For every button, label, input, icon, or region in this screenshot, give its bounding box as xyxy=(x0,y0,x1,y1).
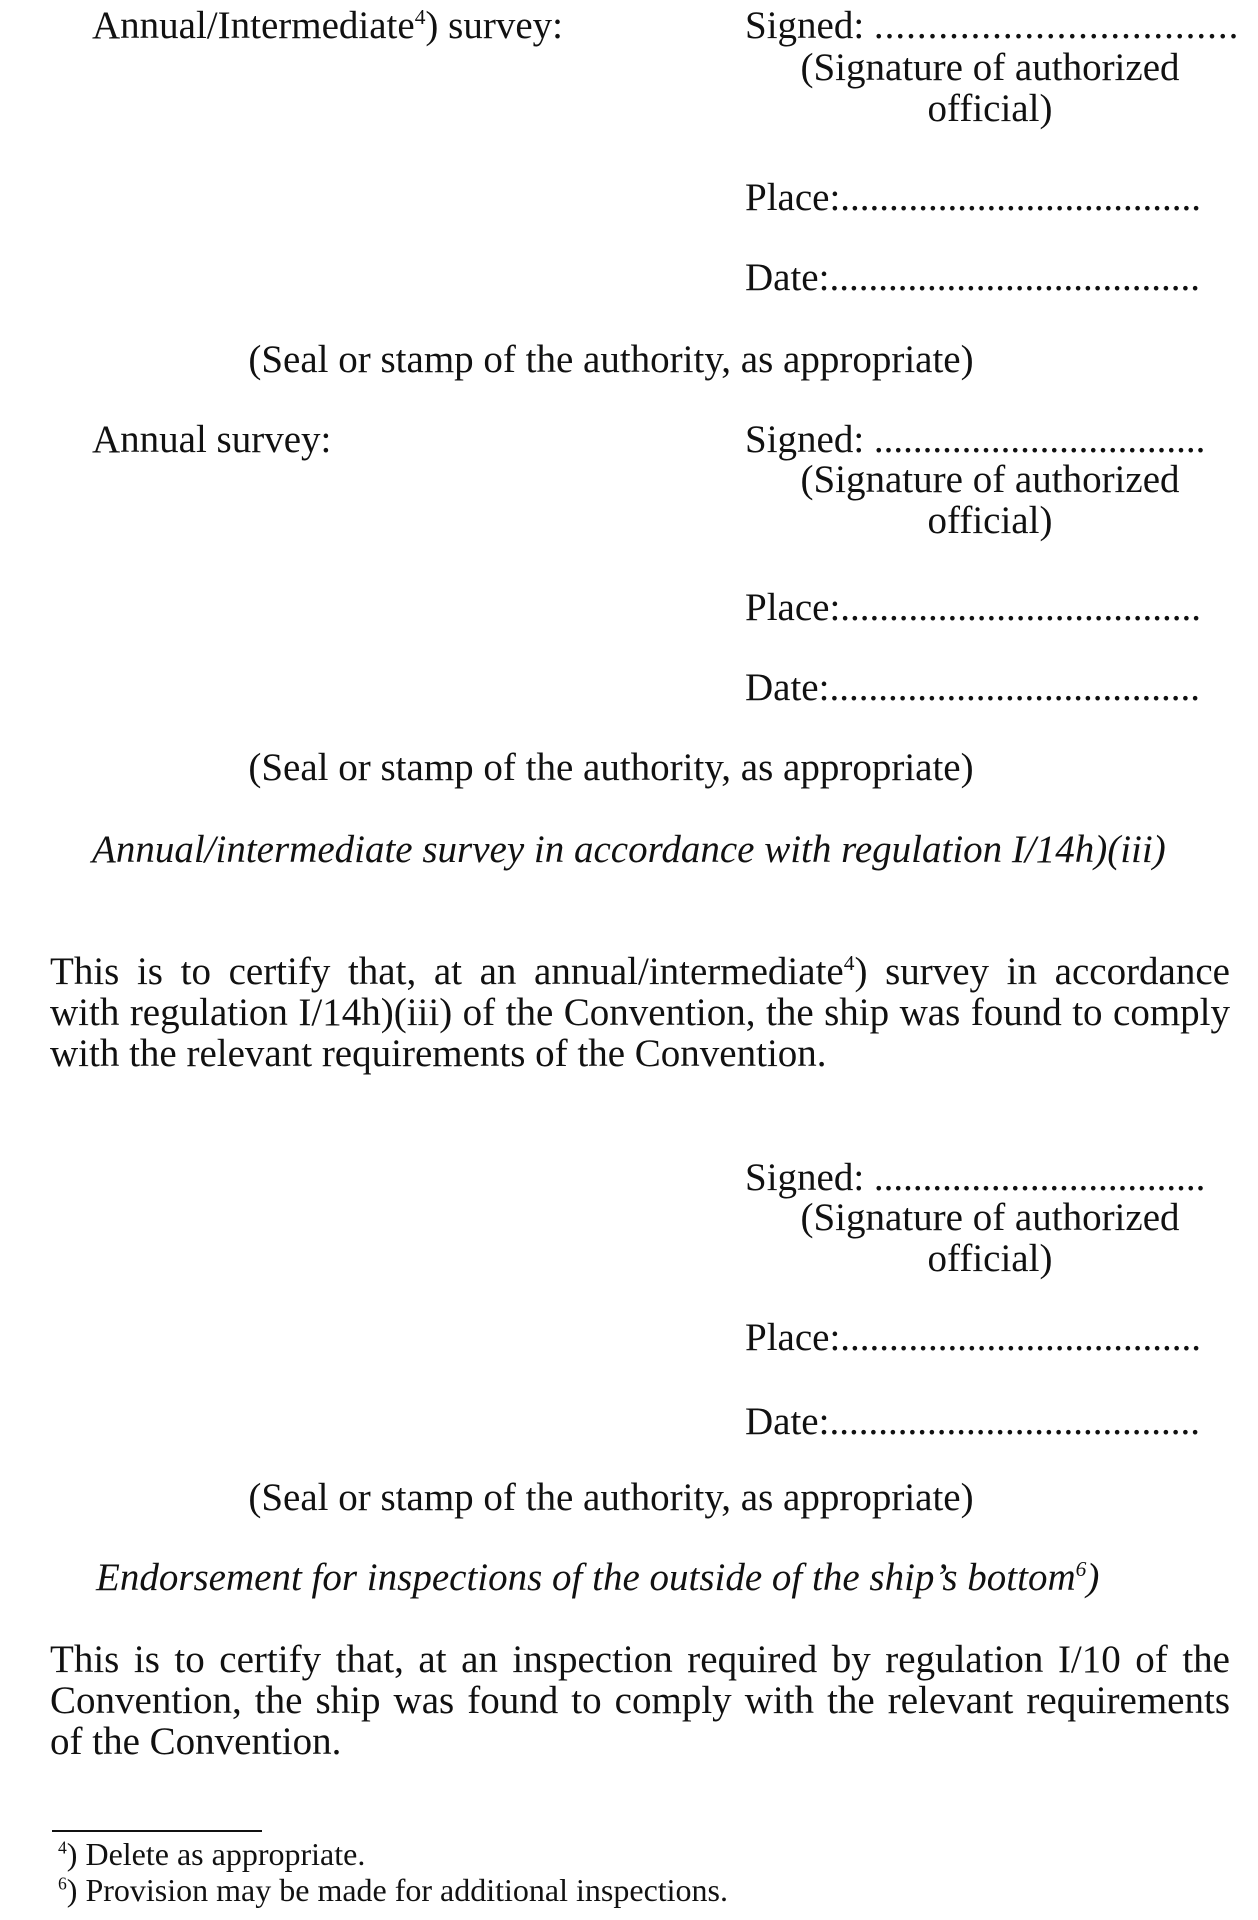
signed-dotted-field: .................................. xyxy=(873,4,1240,47)
paragraph-text: This is to certify that, at an annual/intermediate xyxy=(50,950,844,993)
label-text: Annual/Intermediate xyxy=(92,4,415,47)
footnote-ref: 4 xyxy=(843,951,855,976)
date-label: Date: xyxy=(745,256,830,299)
footnote-mark: 6 xyxy=(58,1873,67,1894)
signature-block-1 xyxy=(745,6,1239,47)
signed-label: Signed: xyxy=(745,1156,865,1199)
signature-caption-line-1: (Signature of authorized xyxy=(800,46,1180,89)
date-line xyxy=(745,1402,1200,1443)
signature-caption-line-1: (Signature of authorized xyxy=(800,458,1180,501)
footnote-text: ) Delete as appropriate. xyxy=(66,1836,366,1872)
signature-caption-line-2: official) xyxy=(927,86,1053,130)
signed-label: Signed: xyxy=(745,418,865,461)
label-text-tail: ) survey: xyxy=(425,4,563,47)
place-line xyxy=(745,588,1201,629)
place-label: Place: xyxy=(745,1316,841,1359)
signature-caption-line-2: official) xyxy=(927,1236,1053,1280)
signed-dotted-field: .................................. xyxy=(873,418,1206,461)
place-dotted-field: ..................................... xyxy=(840,1316,1202,1359)
heading-text: Endorsement for inspections of the outside of the ship’s bottom xyxy=(96,1556,1076,1599)
date-dotted-field: ...................................... xyxy=(829,256,1200,299)
certification-paragraph xyxy=(50,952,1230,1075)
section-heading-endorsement xyxy=(96,1558,1099,1599)
heading-text-tail: ) xyxy=(1086,1556,1100,1599)
date-label: Date: xyxy=(745,666,830,709)
date-line xyxy=(745,668,1200,709)
footnote-mark: 4 xyxy=(58,1837,67,1858)
date-line xyxy=(745,258,1200,299)
seal-note: (Seal or stamp of the authority, as appropriate) xyxy=(248,338,974,381)
endorsement-paragraph: This is to certify that, at an inspection required by regulation I/10 of the Convention, the ship was found to comply with the relevant requirements of the Convention. xyxy=(50,1638,1230,1763)
annual-intermediate-survey-label xyxy=(92,6,563,47)
section-heading-annual-intermediate: Annual/intermediate survey in accordance with regulation I/14h)(iii) xyxy=(92,828,1166,871)
signature-block-2 xyxy=(745,420,1205,461)
signed-dotted-field: .................................. xyxy=(873,1156,1206,1199)
place-label: Place: xyxy=(745,586,841,629)
footnote-ref: 6 xyxy=(1075,1557,1087,1582)
footnote-6 xyxy=(58,1874,728,1908)
footnote-divider xyxy=(52,1830,262,1832)
place-dotted-field: ..................................... xyxy=(840,586,1202,629)
date-label: Date: xyxy=(745,1400,830,1443)
date-dotted-field: ...................................... xyxy=(829,666,1200,709)
seal-note: (Seal or stamp of the authority, as appropriate) xyxy=(248,746,974,789)
signature-caption-line-1: (Signature of authorized xyxy=(800,1196,1180,1239)
place-line xyxy=(745,1318,1201,1359)
signature-caption xyxy=(750,1198,1230,1280)
signature-caption xyxy=(750,48,1230,130)
place-label: Place: xyxy=(745,176,841,219)
footnote-4 xyxy=(58,1838,365,1872)
signature-block-3 xyxy=(745,1158,1205,1199)
seal-note: (Seal or stamp of the authority, as appropriate) xyxy=(248,1476,974,1519)
place-dotted-field: ..................................... xyxy=(840,176,1202,219)
footnote-text: ) Provision may be made for additional inspections. xyxy=(66,1872,728,1908)
signed-line xyxy=(745,6,1239,47)
date-dotted-field: ...................................... xyxy=(829,1400,1200,1443)
signature-caption xyxy=(750,460,1230,542)
place-line xyxy=(745,178,1201,219)
paragraph-text-tail: ) survey in accordance with regulation I/14h)(iii) of the Convention, the ship was found to comply with the relevant requirements of the Convention. xyxy=(50,950,1230,1075)
signature-caption-line-2: official) xyxy=(927,498,1053,542)
annual-survey-label: Annual survey: xyxy=(92,418,332,461)
signed-label: Signed: xyxy=(745,4,865,47)
footnote-ref: 4 xyxy=(414,5,426,30)
